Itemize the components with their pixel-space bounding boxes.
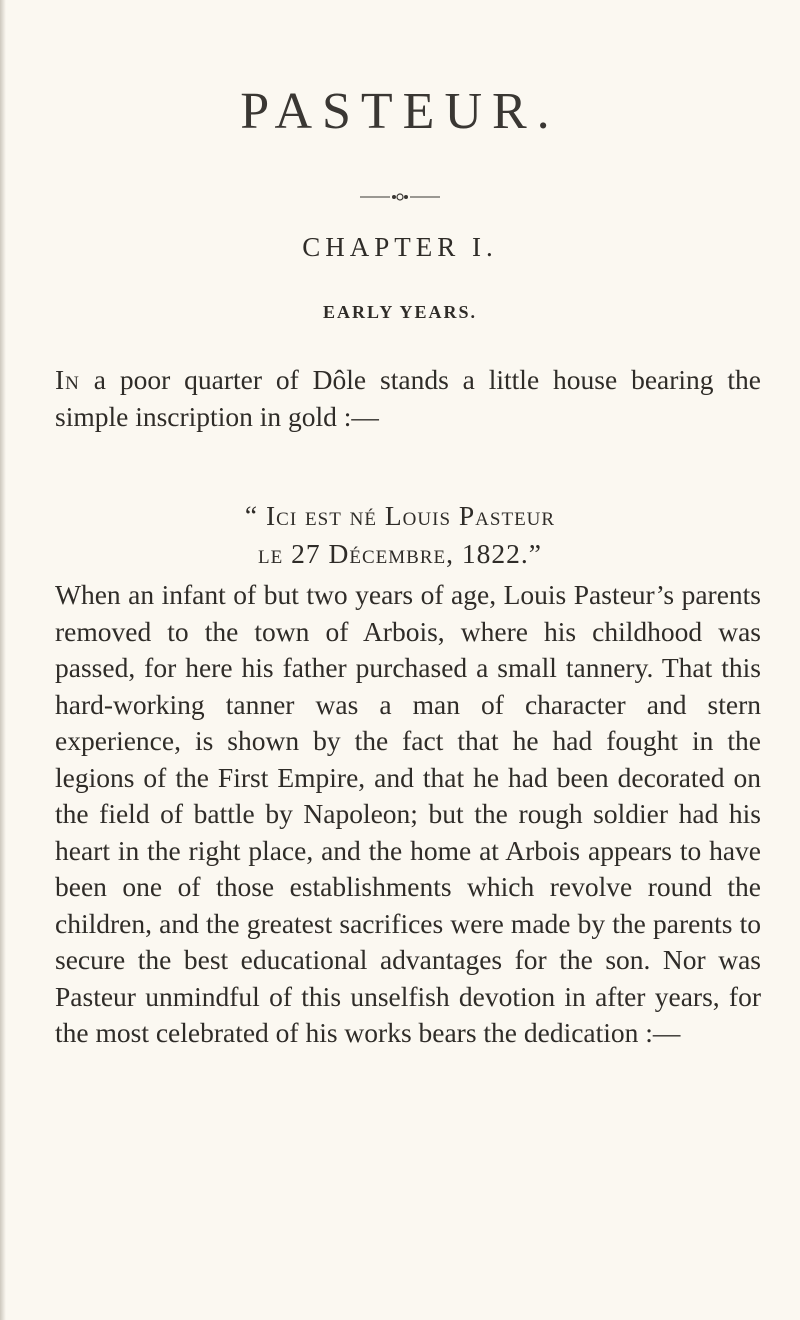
house-inscription [0,497,800,573]
body-paragraph: When an infant of but two years of age, Louis Pasteur’s parents removed to the town of Arbois, where his childhood was passed, for here his father purchased a small tannery. That this hard-working tanner was a man of character and stern experience, is shown by the fact that he had fought in the legions of the First Empire, and that he had been decorated on the field of battle by Napoleon; but the rough soldier had his heart in the right place, and the home at Arbois appears to have been one of those establishments which revolve round the children, and the greatest sacrifices were made by the parents to secure the best educational advantages for the son. Nor was Pasteur unmindful of this unselfish devotion in after years, for the most celebrated of his works bears the dedication :— [55,579,761,1048]
title-ornament-rule [0,193,800,201]
ornament-divider-icon [360,193,440,201]
inscription-line-1: “ Ici est né Louis Pasteur [244,500,556,531]
chapter-heading: CHAPTER I. [302,232,498,262]
book-title: PASTEUR. [240,83,560,140]
opening-paragraph-text: a poor quarter of Dôle stands a little house bearing the simple inscription in gold :— [55,364,761,432]
opening-lead-word: In [55,364,80,395]
chapter-subtitle: EARLY YEARS. [322,302,478,322]
opening-paragraph [55,362,761,435]
inscription-line-2: le 27 Décembre, 1822.” [258,538,542,569]
